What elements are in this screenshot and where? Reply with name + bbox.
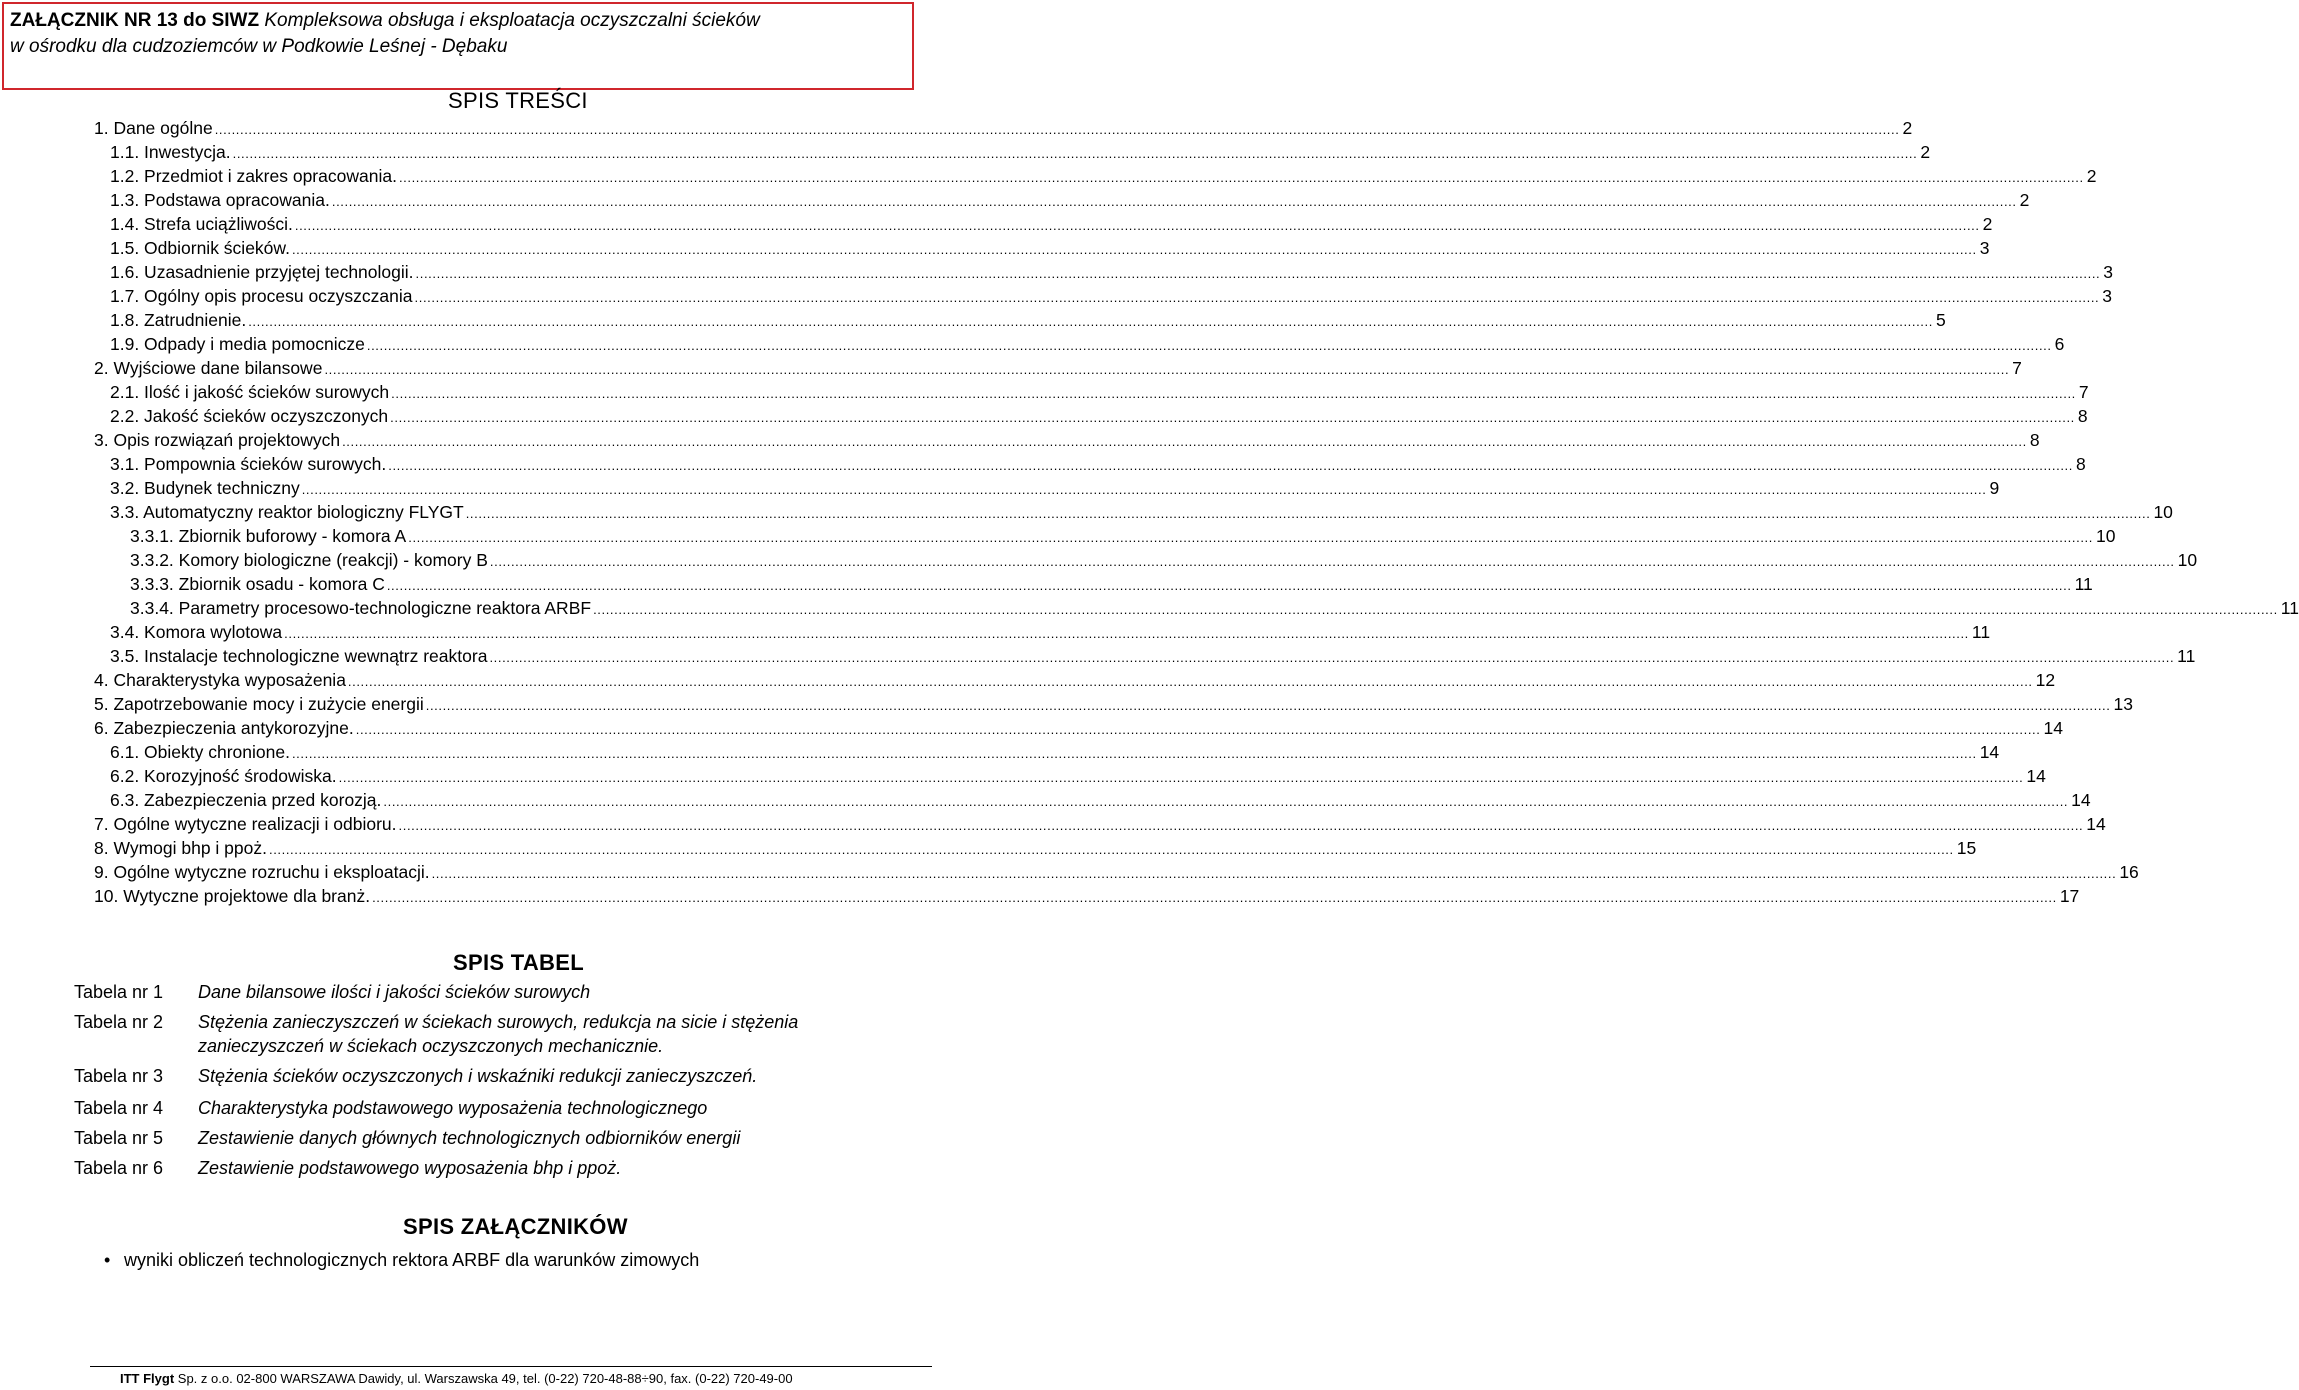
toc-entry-page: 9	[1989, 478, 2000, 498]
toc-entry-page: 14	[2086, 814, 2106, 834]
toc-entry[interactable]	[110, 788, 2091, 812]
toc-entry-label: 7. Ogólne wytyczne realizacji i odbioru.	[94, 814, 397, 834]
toc-dot-leader: ................................................................................................................................................................................................................................................................................................................................................................................................................	[414, 290, 2100, 305]
toc-entry[interactable]	[94, 836, 1977, 860]
toc-dot-leader: ................................................................................................................................................................................................................................................................................................................................................................................................................	[294, 218, 1980, 233]
toc-dot-leader: ................................................................................................................................................................................................................................................................................................................................................................................................................	[268, 842, 1954, 857]
toc-entry-label: 1.1. Inwestycja.	[110, 142, 231, 162]
toc-dot-leader: ................................................................................................................................................................................................................................................................................................................................................................................................................	[408, 530, 2093, 545]
toc-entry-page: 2	[1902, 118, 1913, 138]
table-list-item	[74, 1126, 914, 1150]
table-description: Dane bilansowe ilości i jakości ścieków surowych	[198, 982, 591, 1002]
toc-entry[interactable]	[110, 764, 2046, 788]
header-line-1	[10, 8, 904, 34]
toc-dot-leader: ................................................................................................................................................................................................................................................................................................................................................................................................................	[355, 722, 2041, 737]
toc-entry-label: 1.9. Odpady i media pomocnicze	[110, 334, 365, 354]
toc-entry-label: 3.1. Pompownia ścieków surowych.	[110, 454, 387, 474]
toc-entry-label: 4. Charakterystyka wyposażenia	[94, 670, 346, 690]
toc-entry-label: 3. Opis rozwiązań projektowych	[94, 430, 341, 450]
toc-dot-leader: ................................................................................................................................................................................................................................................................................................................................................................................................................	[398, 818, 2084, 833]
toc-dot-leader: ................................................................................................................................................................................................................................................................................................................................................................................................................	[431, 866, 2117, 881]
toc-entry-page: 12	[2035, 670, 2056, 690]
toc-dot-leader: ................................................................................................................................................................................................................................................................................................................................................................................................................	[338, 770, 2024, 785]
toc-dot-leader: ................................................................................................................................................................................................................................................................................................................................................................................................................	[366, 338, 2052, 353]
table-description: Charakterystyka podstawowego wyposażenia technologicznego	[198, 1098, 708, 1118]
page-footer	[120, 1371, 793, 1387]
toc-dot-leader: ................................................................................................................................................................................................................................................................................................................................................................................................................	[342, 434, 2027, 449]
table-number: Tabela nr 5	[74, 1128, 164, 1148]
toc-entry-page: 3	[2102, 286, 2112, 306]
toc-entry[interactable]	[110, 332, 2065, 356]
toc-dot-leader: ................................................................................................................................................................................................................................................................................................................................................................................................................	[489, 650, 2175, 665]
toc-entry-label: 3.3.2. Komory biologiczne (reakcji) - komory B	[130, 550, 488, 570]
toc-entry-label: 6.1. Obiekty chronione.	[110, 742, 290, 762]
toc-entry[interactable]	[94, 812, 2106, 836]
footer-company: ITT Flygt	[120, 1371, 175, 1386]
toc-dot-leader: ................................................................................................................................................................................................................................................................................................................................................................................................................	[347, 674, 2033, 689]
toc-entry[interactable]	[110, 164, 2097, 188]
toc-entry-page: 11	[1971, 622, 1991, 642]
toc-entry-label: 5. Zapotrzebowanie mocy i zużycie energii	[94, 694, 424, 714]
toc-entry-label: 3.3.1. Zbiornik buforowy - komora A	[130, 526, 407, 546]
toc-dot-leader: ................................................................................................................................................................................................................................................................................................................................................................................................................	[232, 146, 1918, 161]
toc-entry[interactable]	[94, 356, 2022, 380]
toc-entry[interactable]	[130, 524, 2116, 548]
toc-entry-page: 14	[1979, 742, 2000, 762]
toc-entry-label: 3.3.4. Parametry procesowo-technologiczne reaktora ARBF	[130, 598, 592, 618]
table-list-item	[74, 1096, 914, 1120]
toc-entry[interactable]	[130, 548, 2198, 572]
toc-entry-label: 2. Wyjściowe dane bilansowe	[94, 358, 323, 378]
toc-entry-page: 16	[2119, 862, 2139, 882]
header-attachment-label: ZAŁĄCZNIK NR 13 do SIWZ	[10, 10, 260, 31]
toc-entry-page: 7	[2012, 358, 2022, 378]
toc-entry[interactable]	[110, 620, 1991, 644]
toc-dot-leader: ................................................................................................................................................................................................................................................................................................................................................................................................................	[291, 746, 1977, 761]
toc-entry-label: 6. Zabezpieczenia antykorozyjne.	[94, 718, 354, 738]
toc-entry-label: 1.7. Ogólny opis procesu oczyszczania	[110, 286, 413, 306]
toc-entry-page: 10	[2153, 502, 2173, 522]
toc-entry-page: 3	[2103, 262, 2113, 282]
toc-entry[interactable]	[110, 452, 2086, 476]
toc-entry-label: 1.4. Strefa uciążliwości.	[110, 214, 293, 234]
toc-entry-label: 1.2. Przedmiot i zakres opracowania.	[110, 166, 397, 186]
toc-entry-label: 3.3. Automatyczny reaktor biologiczny FLYGT	[110, 502, 464, 522]
toc-entry[interactable]	[94, 116, 1913, 140]
footer-address: Sp. z o.o. 02-800 WARSZAWA Dawidy, ul. Warszawska 49, tel. (0-22) 720-48-88÷90, fax. (0-22) 720-49-00	[174, 1371, 793, 1386]
toc-entry[interactable]	[110, 644, 2196, 668]
toc-entry-label: 1.8. Zatrudnienie.	[110, 310, 247, 330]
table-number: Tabela nr 3	[74, 1066, 164, 1086]
tables-title: SPIS TABEL	[453, 950, 584, 975]
table-description: Stężenia zanieczyszczeń w ściekach surowych, redukcja na sicie i stężenia zanieczyszczeń w ściekach oczyszczonych mechanicznie.	[198, 1012, 799, 1056]
toc-entry[interactable]	[110, 260, 2113, 284]
toc-entry-page: 7	[2078, 382, 2089, 402]
toc-entry[interactable]	[110, 140, 1931, 164]
table-list-item	[74, 1064, 914, 1088]
toc-entry-label: 6.2. Korozyjność środowiska.	[110, 766, 337, 786]
toc-dot-leader: ................................................................................................................................................................................................................................................................................................................................................................................................................	[386, 578, 2072, 593]
toc-entry-page: 8	[2075, 454, 2086, 474]
toc-entry[interactable]	[110, 236, 1990, 260]
toc-entry-label: 1.3. Podstawa opracowania.	[110, 190, 330, 210]
toc-entry-label: 1.6. Uzasadnienie przyjętej technologii.	[110, 262, 414, 282]
toc-entry[interactable]	[94, 428, 2040, 452]
table-list-item	[74, 980, 914, 1004]
toc-entry-label: 3.2. Budynek techniczny	[110, 478, 300, 498]
toc-entry[interactable]	[110, 308, 1946, 332]
toc-dot-leader: ................................................................................................................................................................................................................................................................................................................................................................................................................	[593, 602, 2278, 617]
document-header-box	[2, 2, 914, 90]
toc-entry-label: 1.5. Odbiornik ścieków.	[110, 238, 290, 258]
toc-dot-leader: ................................................................................................................................................................................................................................................................................................................................................................................................................	[415, 266, 2101, 281]
toc-entry-label: 2.1. Ilość i jakość ścieków surowych	[110, 382, 390, 402]
toc-dot-leader: ................................................................................................................................................................................................................................................................................................................................................................................................................	[324, 362, 2010, 377]
toc-dot-leader: ................................................................................................................................................................................................................................................................................................................................................................................................................	[391, 386, 2076, 401]
toc-entry-page: 14	[2071, 790, 2091, 810]
toc-dot-leader: ................................................................................................................................................................................................................................................................................................................................................................................................................	[388, 458, 2073, 473]
toc-dot-leader: ................................................................................................................................................................................................................................................................................................................................................................................................................	[214, 122, 1900, 137]
toc-entry[interactable]	[110, 380, 2089, 404]
toc-entry[interactable]	[110, 404, 2088, 428]
toc-entry[interactable]	[130, 596, 2299, 620]
toc-entry-page: 15	[1956, 838, 1977, 858]
toc-entry-label: 2.2. Jakość ścieków oczyszczonych	[110, 406, 389, 426]
toc-dot-leader: ................................................................................................................................................................................................................................................................................................................................................................................................................	[425, 698, 2111, 713]
toc-entry-page: 13	[2113, 694, 2133, 714]
toc-entry-page: 2	[1920, 142, 1931, 162]
toc-dot-leader: ................................................................................................................................................................................................................................................................................................................................................................................................................	[248, 314, 1933, 329]
toc-dot-leader: ................................................................................................................................................................................................................................................................................................................................................................................................................	[291, 242, 1977, 257]
attachment-item	[104, 1248, 699, 1272]
toc-dot-leader: ................................................................................................................................................................................................................................................................................................................................................................................................................	[301, 482, 1987, 497]
table-number: Tabela nr 1	[74, 982, 164, 1002]
toc-entry[interactable]	[110, 284, 2112, 308]
toc-entry-page: 2	[2019, 190, 2030, 210]
toc-entry-label: 3.5. Instalacje technologiczne wewnątrz reaktora	[110, 646, 488, 666]
toc-entry[interactable]	[94, 668, 2056, 692]
toc-entry-label: 8. Wymogi bhp i ppoż.	[94, 838, 267, 858]
toc-entry-page: 10	[2177, 550, 2198, 570]
table-number: Tabela nr 2	[74, 1012, 164, 1032]
toc-dot-leader: ................................................................................................................................................................................................................................................................................................................................................................................................................	[489, 554, 2175, 569]
toc-entry-page: 11	[2074, 574, 2093, 594]
toc-entry-page: 14	[2043, 718, 2063, 738]
toc-entry-page: 11	[2177, 646, 2196, 666]
toc-entry-page: 14	[2026, 766, 2046, 786]
toc-dot-leader: ................................................................................................................................................................................................................................................................................................................................................................................................................	[398, 170, 2084, 185]
table-description: Stężenia ścieków oczyszczonych i wskaźniki redukcji zanieczyszczeń.	[198, 1066, 758, 1086]
toc-entry[interactable]	[110, 476, 2000, 500]
toc-dot-leader: ................................................................................................................................................................................................................................................................................................................................................................................................................	[383, 794, 2069, 809]
toc-entry-page: 10	[2095, 526, 2116, 546]
toc-entry-label: 9. Ogólne wytyczne rozruchu i eksploatacji.	[94, 862, 430, 882]
toc-title: SPIS TREŚCI	[448, 88, 588, 113]
table-list-item	[74, 1156, 914, 1180]
toc-entry[interactable]	[110, 740, 2000, 764]
toc-dot-leader: ................................................................................................................................................................................................................................................................................................................................................................................................................	[284, 626, 1969, 641]
toc-entry-page: 8	[2029, 430, 2040, 450]
toc-entry[interactable]	[94, 716, 2063, 740]
toc-entry-label: 3.4. Komora wylotowa	[110, 622, 283, 642]
attachment-item-text: wyniki obliczeń technologicznych rektora ARBF dla warunków zimowych	[124, 1250, 700, 1270]
toc-entry[interactable]	[110, 500, 2173, 524]
toc-entry-label: 6.3. Zabezpieczenia przed korozją.	[110, 790, 382, 810]
header-title-part1: Kompleksowa obsługa i eksploatacja oczyszczalni ścieków	[259, 10, 760, 31]
toc-entry-page: 6	[2054, 334, 2065, 354]
toc-dot-leader: ................................................................................................................................................................................................................................................................................................................................................................................................................	[331, 194, 2017, 209]
table-description: Zestawienie podstawowego wyposażenia bhp i ppoż.	[198, 1158, 622, 1178]
table-list-item	[74, 1010, 914, 1058]
toc-entry-label: 10. Wytyczne projektowe dla branż.	[94, 886, 371, 906]
toc-dot-leader: ................................................................................................................................................................................................................................................................................................................................................................................................................	[372, 890, 2057, 905]
toc-entry-page: 2	[1982, 214, 1993, 234]
table-number: Tabela nr 6	[74, 1158, 164, 1178]
footer-divider	[90, 1366, 932, 1367]
toc-entry[interactable]	[94, 884, 2080, 908]
toc-entry[interactable]	[110, 188, 2030, 212]
toc-entry-page: 3	[1979, 238, 1990, 258]
toc-dot-leader: ................................................................................................................................................................................................................................................................................................................................................................................................................	[390, 410, 2075, 425]
toc-entry-page: 17	[2059, 886, 2080, 906]
toc-entry-label: 3.3.3. Zbiornik osadu - komora C	[130, 574, 385, 594]
toc-entry[interactable]	[94, 860, 2139, 884]
toc-entry[interactable]	[94, 692, 2133, 716]
table-number: Tabela nr 4	[74, 1098, 164, 1118]
toc-dot-leader: ................................................................................................................................................................................................................................................................................................................................................................................................................	[465, 506, 2151, 521]
toc-entry-label: 1. Dane ogólne	[94, 118, 213, 138]
attachments-title: SPIS ZAŁĄCZNIKÓW	[403, 1214, 628, 1239]
toc-entry-page: 2	[2086, 166, 2097, 186]
table-description: Zestawienie danych głównych technologicznych odbiorników energii	[198, 1128, 741, 1148]
toc-entry-page: 11	[2280, 598, 2299, 618]
toc-entry[interactable]	[130, 572, 2093, 596]
toc-entry-page: 8	[2077, 406, 2088, 426]
bullet-icon: •	[104, 1250, 111, 1270]
toc-entry[interactable]	[110, 212, 1993, 236]
header-line-2: w ośrodku dla cudzoziemców w Podkowie Leśnej - Dębaku	[10, 36, 508, 57]
toc-entry-page: 5	[1935, 310, 1946, 330]
